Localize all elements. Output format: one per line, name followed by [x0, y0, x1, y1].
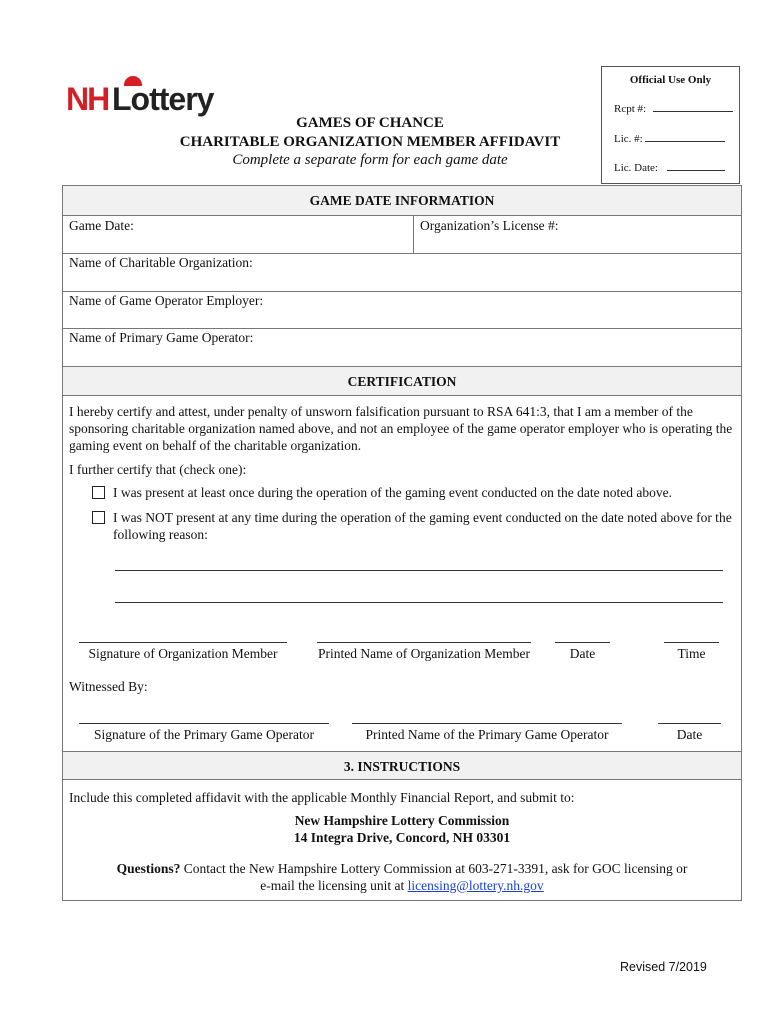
primary-operator-label: Name of Primary Game Operator:: [69, 330, 254, 345]
member-signature-line[interactable]: [79, 642, 287, 643]
witnessed-by-label: Witnessed By:: [69, 679, 148, 694]
licensing-email-link[interactable]: licensing@lottery.nh.gov: [407, 878, 544, 893]
operator-date-line[interactable]: [658, 723, 721, 724]
operator-printed-name-line[interactable]: [352, 723, 622, 724]
present-checkbox[interactable]: [92, 486, 105, 499]
instructions-text: Include this completed affidavit with the applicable Monthly Financial Report, and submit to:: [69, 790, 575, 805]
option-present-text: I was present at least once during the operation of the gaming event conducted on the date noted above.: [113, 485, 672, 500]
lic-date-line[interactable]: [667, 169, 725, 171]
reason-line-1[interactable]: [115, 570, 723, 571]
member-time-line[interactable]: [664, 642, 719, 643]
affidavit-form: [62, 185, 742, 901]
row-divider: [63, 253, 741, 254]
further-certify: I further certify that (check one):: [69, 462, 247, 477]
option-not-present-text: I was NOT present at any time during the operation of the gaming event conducted on the date noted above for the following reason:: [113, 510, 732, 542]
reason-line-2[interactable]: [115, 602, 723, 603]
row-divider: [63, 291, 741, 292]
logo-lottery: Lottery: [112, 81, 214, 117]
form-subtitle: Complete a separate form for each game date: [232, 152, 508, 168]
member-printed-name-line[interactable]: [317, 642, 531, 643]
org-license-field[interactable]: [420, 230, 735, 250]
member-date-line[interactable]: [555, 642, 610, 643]
lic-label: Lic. #:: [614, 133, 643, 145]
time-label: Time: [677, 646, 706, 661]
commission-name: New Hampshire Lottery Commission: [294, 813, 510, 828]
title-games-of-chance: GAMES OF CHANCE: [296, 115, 444, 131]
printed-member-label: Printed Name of Organization Member: [318, 646, 530, 661]
questions-label: Questions?: [116, 861, 181, 876]
not-present-checkbox[interactable]: [92, 511, 105, 524]
column-divider: [413, 216, 414, 253]
email-prefix: e-mail the licensing unit at: [260, 878, 408, 893]
logo-nh: NH: [66, 81, 109, 117]
lic-row: [614, 133, 725, 145]
rcpt-line[interactable]: [653, 110, 733, 112]
certification-statement: I hereby certify and attest, under penalty of unsworn falsification pursuant to RSA 641:3, that I am a member of the sponsoring charitable organization named above, and not an employee of the game operator employer who is operating the gaming event on behalf of the charitable organization.: [69, 404, 733, 453]
lic-date-row: [614, 162, 725, 174]
official-use-heading: Official Use Only: [629, 74, 712, 86]
employer-field[interactable]: [69, 308, 733, 326]
game-date-field[interactable]: [69, 230, 409, 250]
date2-label: Date: [676, 727, 703, 742]
instructions-heading: 3. INSTRUCTIONS: [63, 751, 741, 780]
email-line: [63, 878, 741, 894]
revised-date: Revised 7/2019: [620, 960, 707, 974]
questions-line: [63, 861, 741, 877]
lic-date-label: Lic. Date:: [614, 162, 658, 174]
game-date-label: Game Date:: [69, 218, 134, 233]
charitable-org-label: Name of Charitable Organization:: [69, 255, 253, 270]
game-date-info-heading: GAME DATE INFORMATION: [63, 186, 741, 216]
row-divider: [63, 328, 741, 329]
sig-member-label: Signature of Organization Member: [88, 646, 278, 661]
certification-heading: CERTIFICATION: [63, 366, 741, 396]
rcpt-label: Rcpt #:: [614, 103, 647, 115]
commission-address: 14 Integra Drive, Concord, NH 03301: [293, 830, 511, 845]
charitable-org-field[interactable]: [69, 270, 733, 288]
title-affidavit: CHARITABLE ORGANIZATION MEMBER AFFIDAVIT: [179, 134, 561, 150]
questions-text: Contact the New Hampshire Lottery Commission at 603-271-3391, ask for GOC licensing or: [180, 861, 688, 876]
printed-operator-label: Printed Name of the Primary Game Operator: [365, 727, 609, 742]
rcpt-row: [614, 103, 733, 115]
sig-operator-label: Signature of the Primary Game Operator: [93, 727, 315, 742]
date-label: Date: [569, 646, 596, 661]
org-license-label: Organization’s License #:: [420, 218, 559, 233]
nh-lottery-logo: [66, 76, 216, 120]
employer-label: Name of Game Operator Employer:: [69, 293, 264, 308]
lic-line[interactable]: [645, 140, 725, 142]
primary-operator-field[interactable]: [69, 345, 733, 363]
operator-signature-line[interactable]: [79, 723, 329, 724]
official-use-box: [601, 66, 740, 184]
